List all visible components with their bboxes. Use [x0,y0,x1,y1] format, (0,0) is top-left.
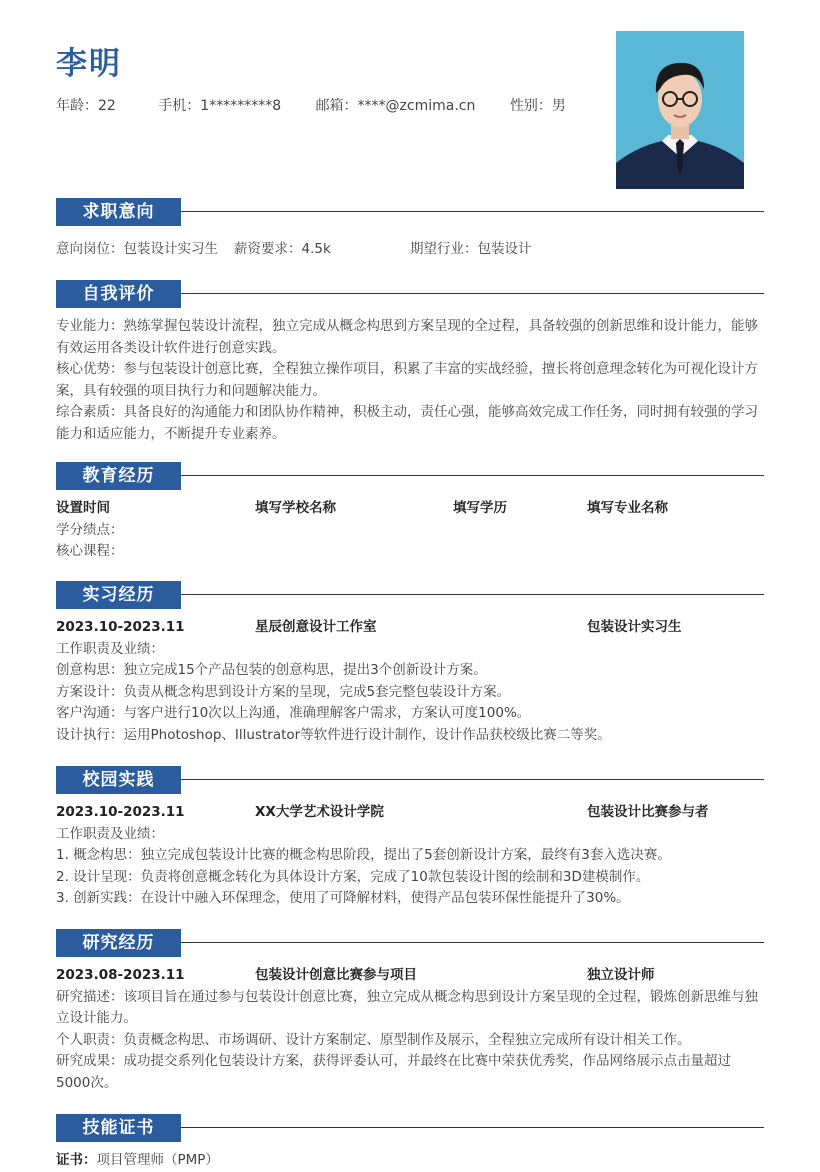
section-internship [56,581,764,747]
section-job-intent [56,198,764,261]
edu-school: 填写学校名称 [255,500,336,516]
section-skills [56,1114,764,1172]
section-divider [181,594,764,595]
section-title: 实习经历 [56,581,181,609]
campus-line: 工作职责及业绩： [56,825,164,842]
research-time: 2023.08-2023.11 [56,967,185,983]
intern-line: 工作职责及业绩： [56,640,164,657]
research-paragraph: 研究描述：该项目旨在通过参与包装设计创意比赛，独立完成从概念构思到设计方案呈现的全过程，锻炼创新思维与独立设计能力。 [56,988,758,1027]
age: 年龄：22 [56,98,116,114]
intent-salary: 薪资要求：4.5k [234,241,331,257]
section-title: 求职意向 [56,198,181,226]
candidate-name: 李明 [56,46,122,82]
section-education [56,462,764,563]
cert-value: 项目管理师（PMP） [96,1152,219,1168]
campus-org: XX大学艺术设计学院 [255,804,384,820]
intern-line: 客户沟通：与客户进行10次以上沟通，准确理解客户需求，方案认可度100%。 [56,705,531,722]
edu-degree: 填写学历 [453,500,507,516]
cert-line [56,1150,764,1172]
section-divider [181,1127,764,1128]
section-divider [181,475,764,476]
intern-time: 2023.10-2023.11 [56,619,185,635]
campus-line: 1. 概念构思：独立完成包装设计比赛的概念构思阶段，提出了5套创新设计方案，最终有3套入选决赛。 [56,847,671,864]
edu-time: 设置时间 [56,500,110,516]
cert-label: 证书： [56,1152,97,1168]
profile-photo [616,31,744,189]
research-role: 独立设计师 [587,967,655,983]
section-campus [56,766,764,910]
intern-line: 设计执行：运用Photoshop、Illustrator等软件进行设计制作，设计作品获校级比赛二等奖。 [56,726,611,743]
section-divider [181,211,764,212]
self-eval-paragraph: 专业能力：熟练掌握包装设计流程，独立完成从概念构思到方案呈现的全过程，具备较强的创新思维和设计能力，能够有效运用各类设计软件进行创意实践。 [56,318,758,356]
edu-courses: 核心课程： [56,543,124,560]
section-title: 技能证书 [56,1114,181,1142]
intern-line: 方案设计：负责从概念构思到设计方案的呈现，完成5套完整包装设计方案。 [56,683,511,700]
campus-line: 2. 设计呈现：负责将创意概念转化为具体设计方案，完成了10款包装设计图的绘制和3D建模制作。 [56,868,650,885]
intern-line: 创意构思：独立完成15个产品包装的创意构思，提出3个创新设计方案。 [56,662,487,679]
basic-info [56,95,566,115]
section-divider [181,293,764,294]
intent-position: 意向岗位：包装设计实习生 [56,241,218,257]
self-eval-paragraph: 综合素质：具备良好的沟通能力和团队协作精神，积极主动，责任心强，能够高效完成工作任务，同时拥有较强的学习能力和适应能力，不断提升专业素养。 [56,404,758,442]
campus-role: 包装设计比赛参与者 [587,804,709,820]
gender: 性别：男 [509,98,566,114]
campus-time: 2023.10-2023.11 [56,804,185,820]
section-title: 教育经历 [56,462,181,490]
section-title: 自我评价 [56,280,181,308]
section-title: 研究经历 [56,929,181,957]
edu-gpa: 学分绩点： [56,521,124,538]
section-research [56,929,764,1095]
campus-line: 3. 创新实践：在设计中融入环保理念，使用了可降解材料，使得产品包装环保性能提升了30%。 [56,890,630,907]
section-self-eval [56,280,764,446]
edu-major: 填写专业名称 [587,500,668,516]
section-title: 校园实践 [56,766,181,794]
intern-role: 包装设计实习生 [587,619,682,635]
section-divider [181,942,764,943]
intern-org: 星辰创意设计工作室 [255,619,377,635]
phone: 手机：1*********8 [158,98,282,114]
research-project: 包装设计创意比赛参与项目 [255,967,417,983]
intent-industry: 期望行业：包装设计 [410,241,532,257]
research-paragraph: 研究成果：成功提交系列化包装设计方案，获得评委认可，并最终在比赛中荣获优秀奖，作品网络展示点击量超过5000次。 [56,1053,731,1091]
portrait-illustration [616,31,744,189]
section-divider [181,779,764,780]
research-paragraph: 个人职责：负责概念构思、市场调研、设计方案制定、原型制作及展示，全程独立完成所有设计相关工作。 [56,1031,691,1048]
self-eval-paragraph: 核心优势：参与包装设计创意比赛，全程独立操作项目，积累了丰富的实战经验，擅长将创意理念转化为可视化设计方案，具有较强的项目执行力和问题解决能力。 [56,361,758,399]
email: 邮箱：****@zcmima.cn [315,98,476,114]
